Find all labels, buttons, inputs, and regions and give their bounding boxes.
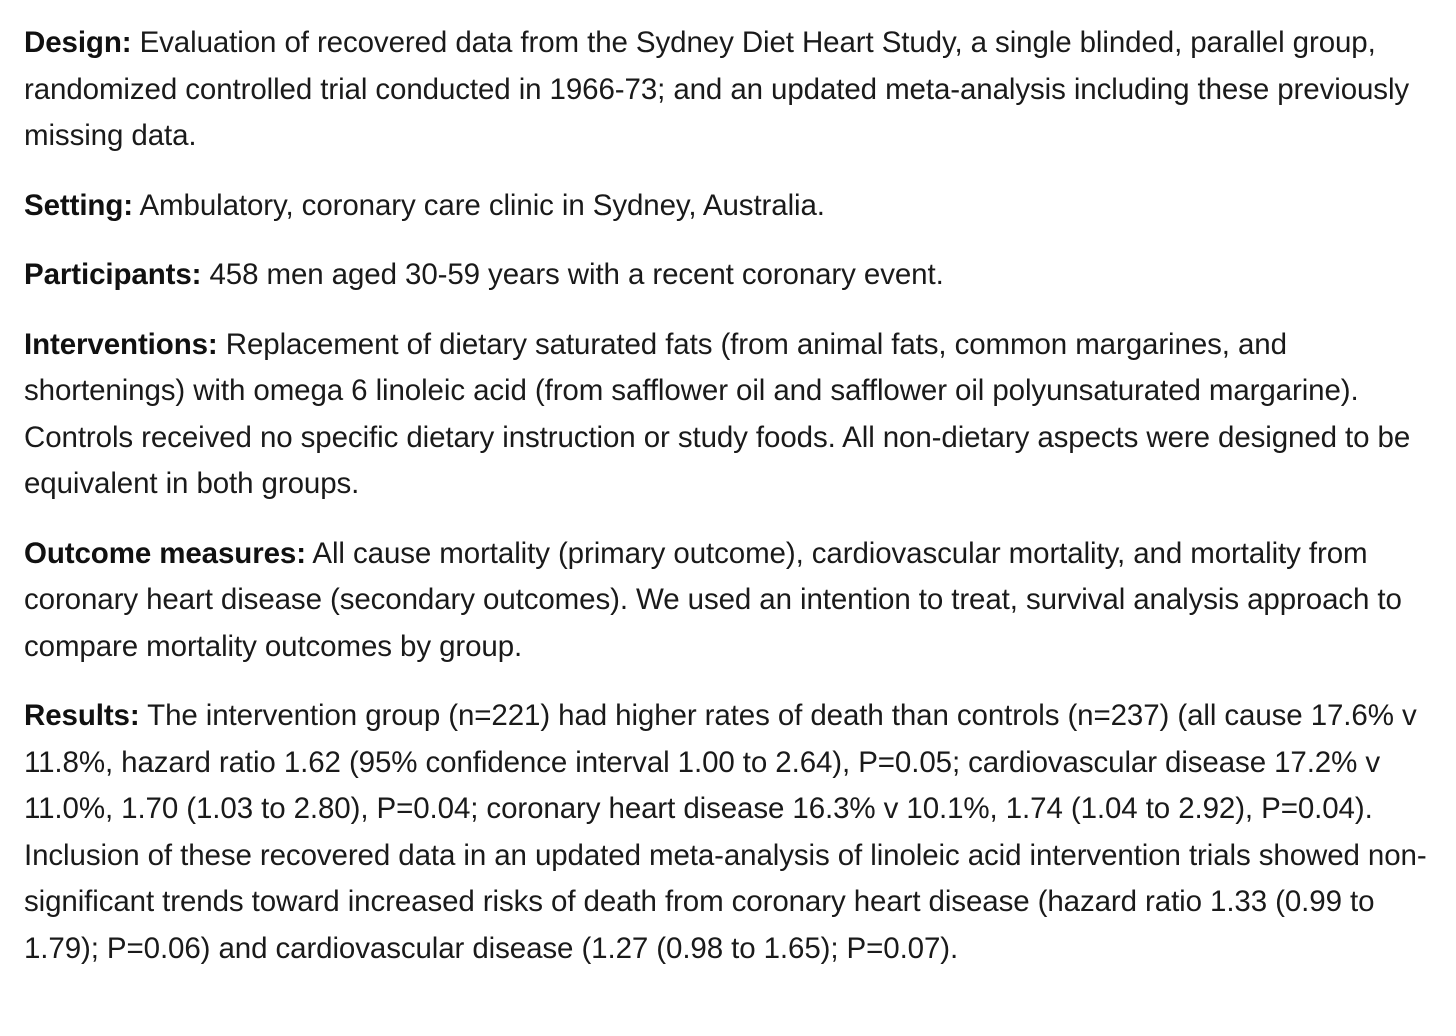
design-section <box>24 20 1434 160</box>
participants-text: 458 men aged 30-59 years with a recent coronary event. <box>201 258 944 291</box>
setting-text: Ambulatory, coronary care clinic in Sydney, Australia. <box>133 188 825 222</box>
setting-section <box>24 183 1434 230</box>
participants-section <box>24 252 1434 299</box>
results-text: The intervention group (n=221) had higher rates of death than controls (n=237) (all cause 17.6% v 11.8%, hazard ratio 1.62 (95% confidence interval 1.00 to 2.64), P=0.05; cardiovascular disease 17.2% v 11.0%, 1.70 (1.03 to 2.80), P=0.04; coronary heart disease 16.3% v 10.1%, 1.74 (1.04 to 2.92), P=0.04). Inclusion of these recovered data in an updated meta-analysis of linoleic acid intervention trials showed non-significant trends toward increased risks of death from coronary heart disease (hazard ratio 1.33 (0.99 to 1.79); P=0.06) and cardiovascular disease (1.27 (0.98 to 1.65); P=0.07). <box>24 699 1427 965</box>
results-label: Results: <box>24 699 140 732</box>
interventions-label: Interventions: <box>24 327 218 361</box>
design-text: Evaluation of recovered data from the Sydney Diet Heart Study, a single blinded, parallel group, randomized controlled trial conducted in 1966-73; and an updated meta-analysis including these previously missing data. <box>24 26 1410 152</box>
outcome-measures-label: Outcome measures: <box>24 536 306 570</box>
interventions-text: Replacement of dietary saturated fats (from animal fats, common margarines, and shortenings) with omega 6 linoleic acid (from safflower oil and safflower oil polyunsaturated margarine). Controls received no specific dietary instruction or study foods. All non-dietary aspects were designed to be equivalent in both groups. <box>24 327 1411 500</box>
interventions-section <box>24 322 1434 508</box>
setting-label: Setting: <box>24 188 133 222</box>
design-label: Design: <box>24 26 132 59</box>
outcome-measures-text: All cause mortality (primary outcome), cardiovascular mortality, and mortality from coronary heart disease (secondary outcomes). We used an intention to treat, survival analysis approach to compare mortality outcomes by group. <box>24 536 1402 663</box>
results-section <box>24 693 1434 972</box>
outcome-measures-section <box>24 531 1434 671</box>
abstract <box>24 20 1434 972</box>
participants-label: Participants: <box>24 258 202 291</box>
